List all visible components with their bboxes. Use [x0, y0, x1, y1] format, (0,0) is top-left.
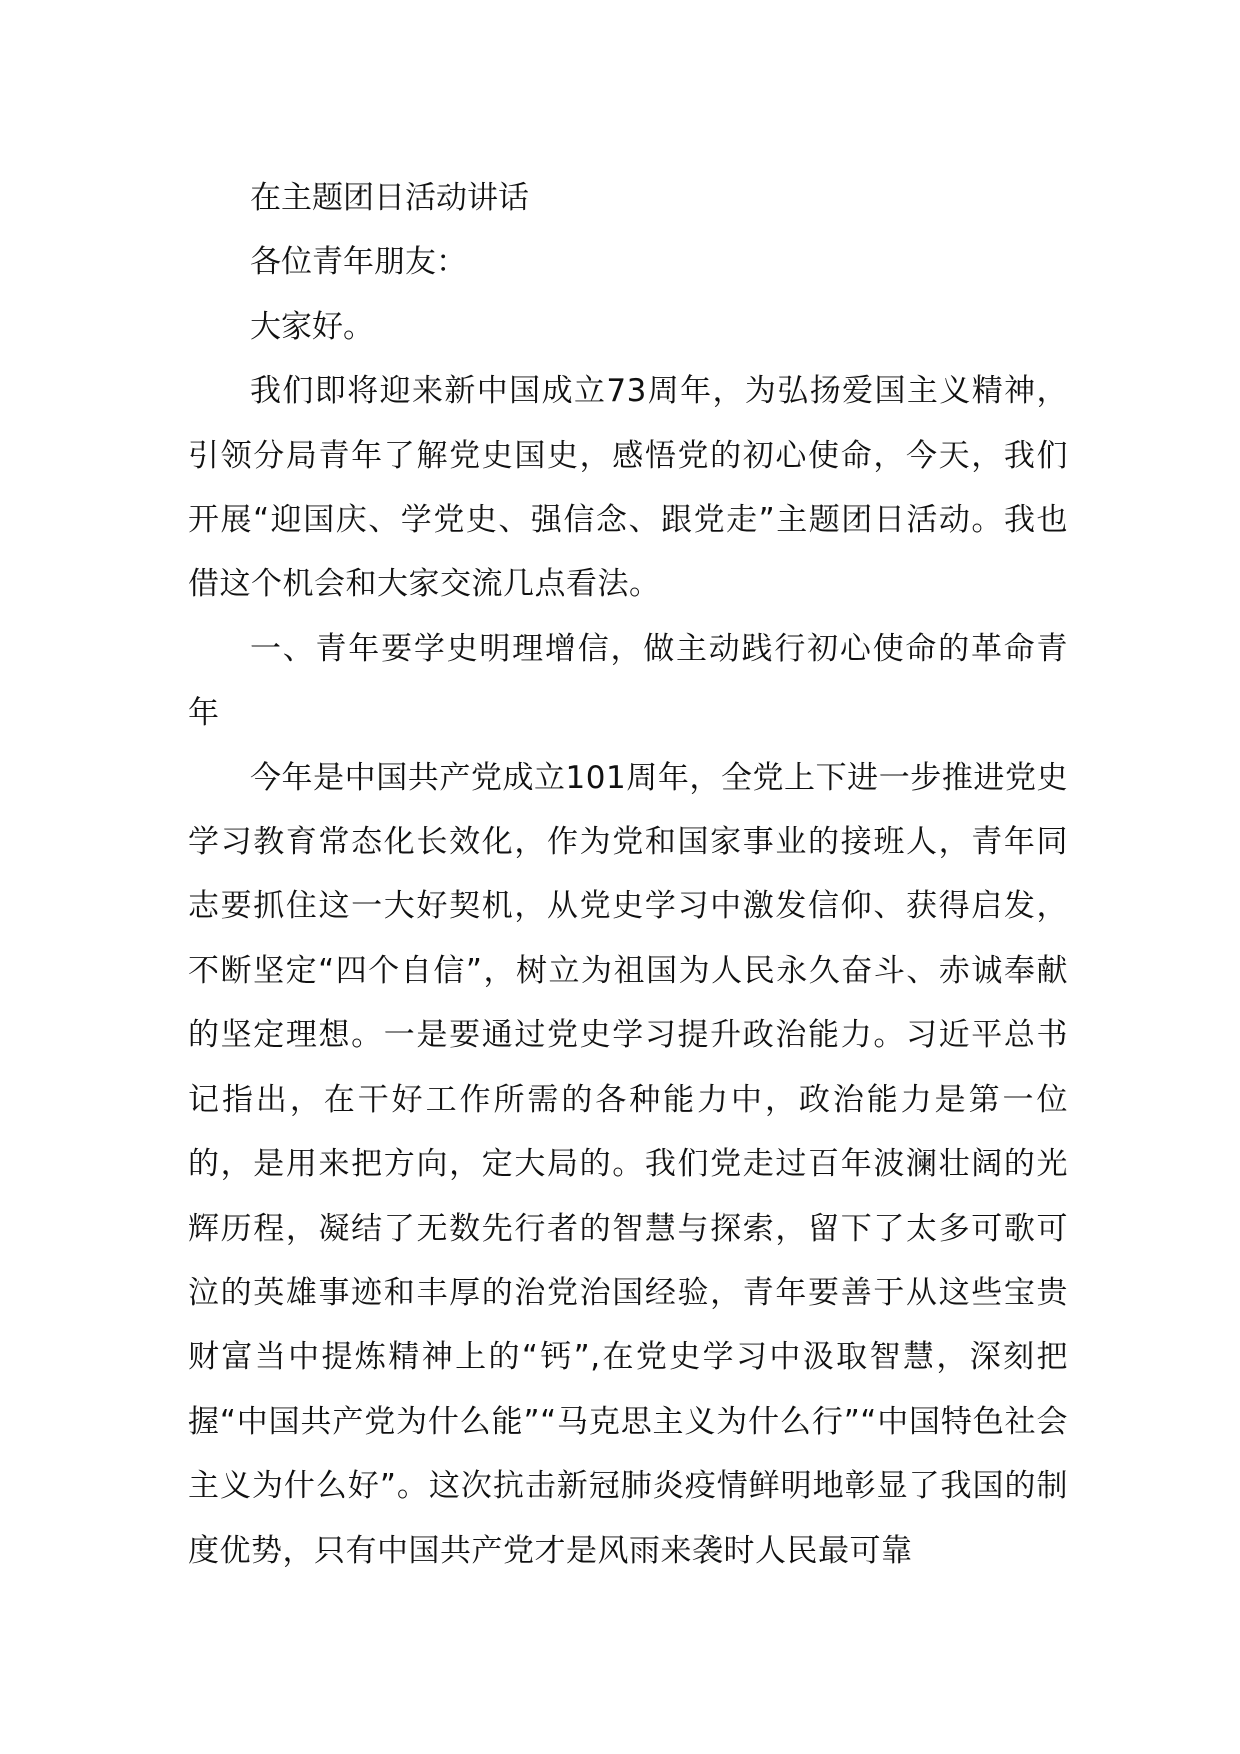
salutation: 各位青年朋友： — [250, 244, 467, 281]
greeting: 大家好。 — [250, 308, 374, 345]
speech-title: 在主题团日活动讲话 — [250, 180, 529, 216]
document-body — [188, 166, 1068, 1583]
paragraph-intro: 我们即将迎来新中国成立73周年，为弘扬爱国主义精神，引领分局青年了解党史国史，感悟党的初心使命，今天，我们开展“迎国庆、学党史、强信念、跟党走”主题团日活动。我也借这个机会和大家交流几点看法。 — [188, 373, 1068, 603]
section-heading-1: 一、青年要学史明理增信，做主动践行初心使命的革命青年 — [188, 630, 1068, 732]
paragraph-body: 今年是中国共产党成立101周年，全党上下进一步推进党史学习教育常态化长效化，作为党和国家事业的接班人，青年同志要抓住这一大好契机，从党史学习中激发信仰、获得启发，不断坚定“四个自信”，树立为祖国为人民永久奋斗、赤诚奉献的坚定理想。一是要通过党史学习提升政治能力。习近平总书记指出，在干好工作所需的各种能力中，政治能力是第一位的，是用来把方向，定大局的。我们党走过百年波澜壮阔的光辉历程，凝结了无数先行者的智慧与探索，留下了太多可歌可泣的英雄事迹和丰厚的治党治国经验，青年要善于从这些宝贵财富当中提炼精神上的“钙”,在党史学习中汲取智慧，深刻把握“中国共产党为什么能”“马克思主义为什么行”“中国特色社会主义为什么好”。这次抗击新冠肺炎疫情鲜明地彰显了我国的制度优势，只有中国共产党才是风雨来袭时人民最可靠 — [188, 759, 1068, 1569]
